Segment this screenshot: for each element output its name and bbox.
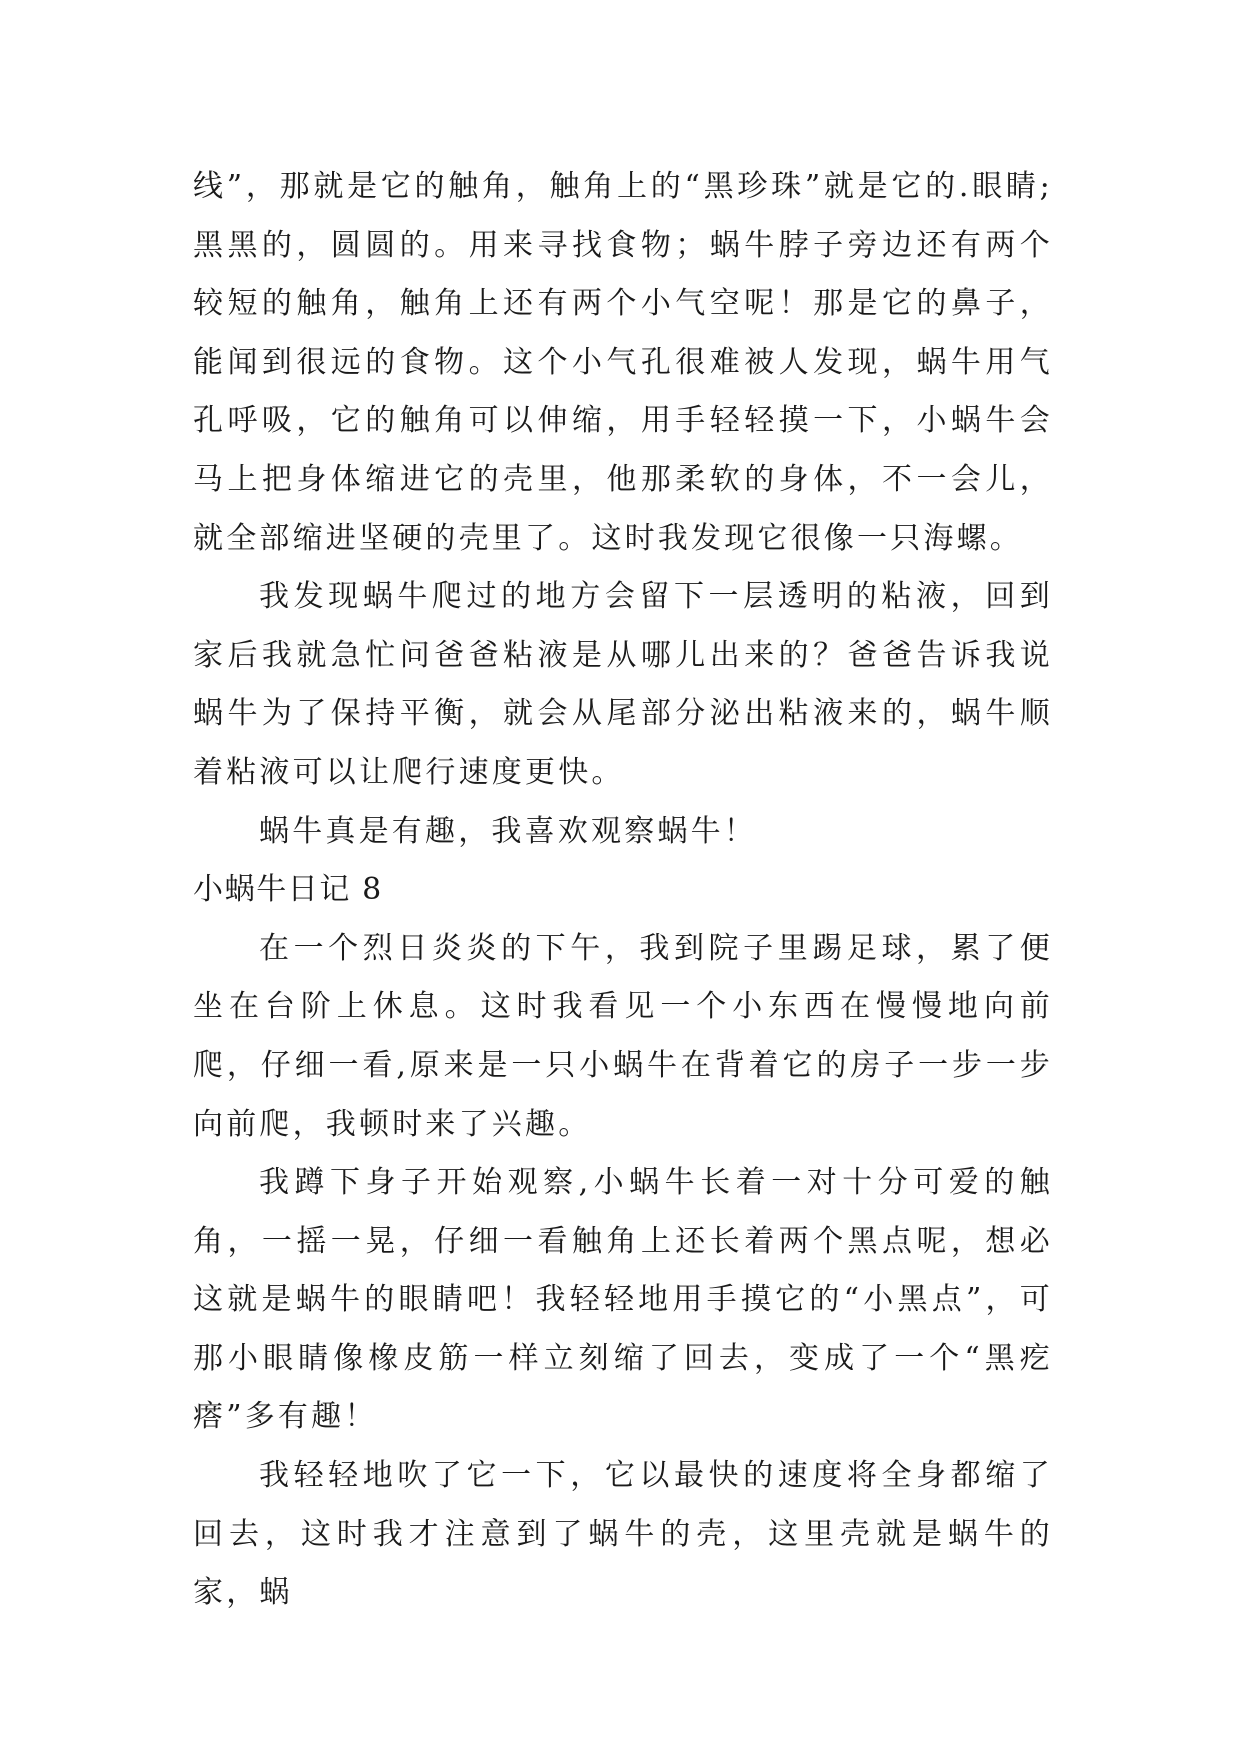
- paragraph-observing-tentacles: 我蹲下身子开始观察,小蜗牛长着一对十分可爱的触角，一摇一晃，仔细一看触角上还长着两个黑点呢，想必这就是蜗牛的眼睛吧！我轻轻地用手摸它的“小黑点”，可那小眼睛像橡皮筋一样立刻缩了回去，变成了一个“黑疙瘩”多有趣！: [193, 1165, 1053, 1435]
- paragraph-snail-mucus: 我发现蜗牛爬过的地方会留下一层透明的粘液，回到家后我就急忙问爸爸粘液是从哪儿出来的？爸爸告诉我说蜗牛为了保持平衡，就会从尾部分泌出粘液来的，蜗牛顺着粘液可以让爬行速度更快。: [193, 579, 1053, 790]
- section-title: 小蜗牛日记 8: [193, 872, 383, 908]
- document-body: [193, 158, 1053, 1623]
- paragraph-snail-tentacles: 线”，那就是它的触角，触角上的“黑珍珠”就是它的.眼睛;黑黑的，圆圆的。用来寻找食物；蜗牛脖子旁边还有两个较短的触角，触角上还有两个小气空呢！那是它的鼻子，能闻到很远的食物。这个小气孔很难被人发现，蜗牛用气孔呼吸，它的触角可以伸缩，用手轻轻摸一下，小蜗牛会马上把身体缩进它的壳里，他那柔软的身体，不一会儿，就全部缩进坚硬的壳里了。这时我发现它很像一只海螺。: [193, 169, 1053, 556]
- paragraph-snail-shell: 我轻轻地吹了它一下，它以最快的速度将全身都缩了回去，这时我才注意到了蜗牛的壳，这里壳就是蜗牛的家，蜗: [193, 1458, 1053, 1611]
- paragraph-snail-conclusion: 蜗牛真是有趣，我喜欢观察蜗牛！: [259, 813, 757, 849]
- paragraph-afternoon-discovery: 在一个烈日炎炎的下午，我到院子里踢足球，累了便坐在台阶上休息。这时我看见一个小东西在慢慢地向前爬，仔细一看,原来是一只小蜗牛在背着它的房子一步一步向前爬，我顿时来了兴趣。: [193, 930, 1053, 1142]
